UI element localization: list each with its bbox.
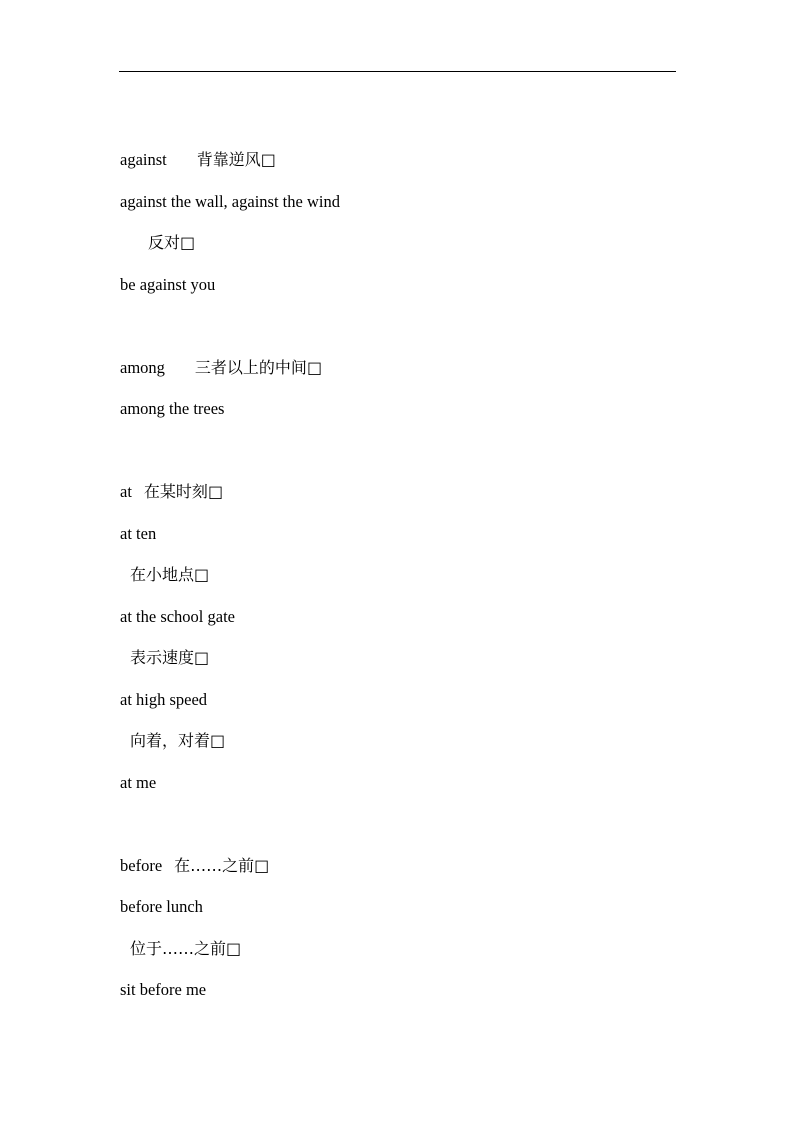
missing-glyph-icon: □ [254, 855, 270, 875]
entry-at-heading [120, 475, 680, 517]
meaning-line [120, 932, 680, 974]
meaning-line [120, 558, 680, 600]
example-text: at high speed [120, 689, 208, 709]
example-text: at me [120, 772, 157, 792]
missing-glyph-icon: □ [306, 357, 323, 377]
example-text: before lunch [120, 897, 203, 916]
example [120, 683, 680, 725]
meaning: 反对 [148, 233, 181, 252]
meaning: 表示速度 [130, 648, 195, 667]
entry-against-heading [120, 143, 680, 185]
missing-glyph-icon: □ [207, 482, 224, 501]
example-text: at ten [120, 523, 157, 543]
missing-glyph-icon: □ [194, 565, 210, 584]
example [120, 517, 680, 559]
header-rule [119, 71, 676, 72]
missing-glyph-icon: □ [180, 233, 196, 252]
spacer [120, 309, 680, 351]
example [120, 766, 680, 808]
meaning: 在某时刻 [143, 482, 208, 501]
missing-glyph-icon: □ [260, 150, 276, 169]
example [120, 600, 680, 642]
headword: against [120, 150, 167, 169]
spacer [120, 434, 680, 476]
meaning: 三者以上的中间 [194, 357, 307, 377]
meaning: 在……之前 [174, 855, 255, 875]
entry-among-heading [120, 351, 680, 393]
meaning: 位于……之前 [130, 938, 227, 958]
missing-glyph-icon: □ [210, 731, 226, 750]
example-text: at the school gate [120, 606, 236, 626]
example [120, 890, 680, 932]
meaning: 向着，对着 [130, 731, 211, 750]
example-text: be against you [120, 274, 216, 294]
meaning-line [120, 641, 680, 683]
vocabulary-list [120, 143, 680, 1015]
meaning: 在小地点 [130, 565, 195, 584]
example [120, 392, 680, 434]
headword: before [120, 855, 163, 875]
example [120, 268, 680, 310]
example-text: sit before me [120, 980, 207, 999]
example [120, 185, 680, 227]
headword: at [120, 482, 132, 501]
example-text: among the trees [120, 399, 225, 418]
meaning: 背靠逆风 [196, 150, 261, 169]
example-text: against the wall, against the wind [120, 191, 340, 211]
headword: among [120, 357, 165, 377]
meaning-line [120, 724, 680, 766]
meaning-line [120, 226, 680, 268]
missing-glyph-icon: □ [194, 648, 210, 667]
missing-glyph-icon: □ [226, 938, 242, 958]
example [120, 973, 680, 1015]
entry-before-heading [120, 849, 680, 891]
spacer [120, 807, 680, 849]
